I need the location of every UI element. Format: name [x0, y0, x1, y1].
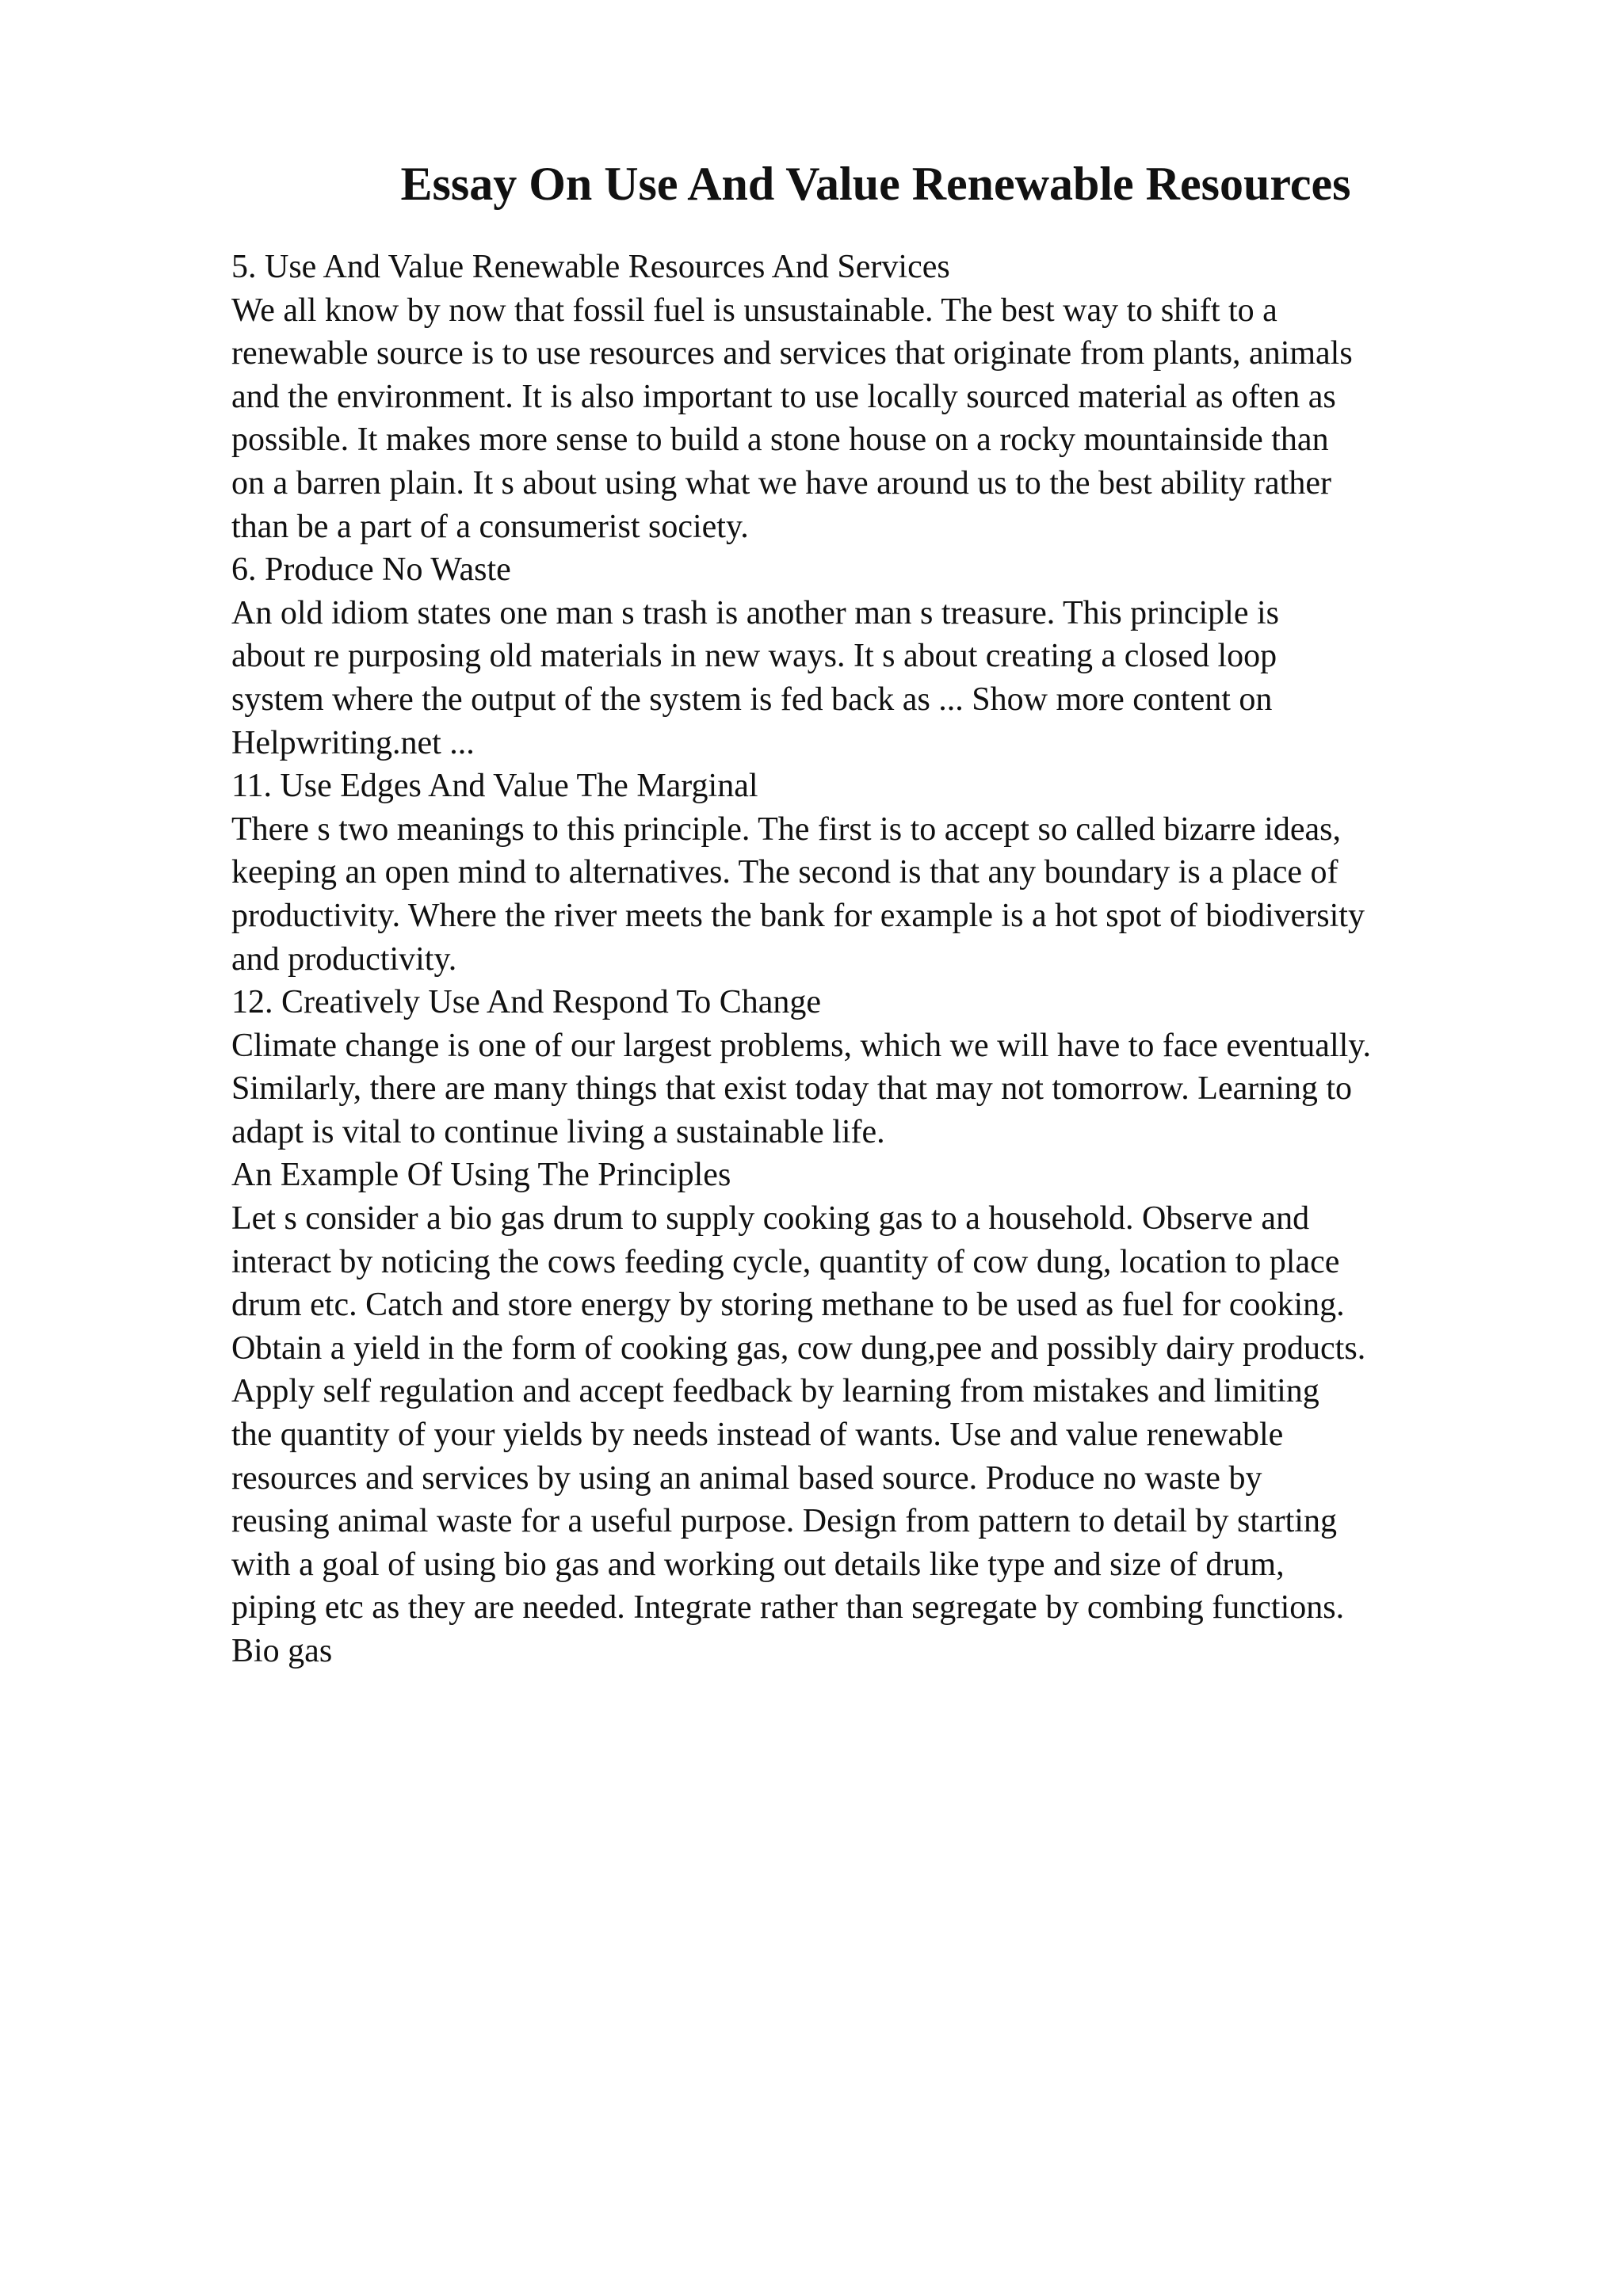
text-line: piping etc as they are needed. Integrate rather than segregate by combing functions.: [231, 1589, 1345, 1627]
text-line: the quantity of your yields by needs instead of wants. Use and value renewable: [231, 1417, 1284, 1454]
text-line: 5. Use And Value Renewable Resources And Services: [231, 249, 950, 285]
text-line: on a barren plain. It s about using what we have around us to the best ability rather: [231, 464, 1331, 502]
text-line: drum etc. Catch and store energy by storing methane to be used as fuel for cooking.: [231, 1287, 1345, 1324]
text-line: An old idiom states one man s trash is another man s treasure. This principle is: [231, 594, 1279, 631]
text-line: 6. Produce No Waste: [231, 551, 511, 589]
text-line: Similarly, there are many things that exist today that may not tomorrow. Learning to: [231, 1070, 1353, 1108]
text-line: 12. Creatively Use And Respond To Change: [231, 984, 822, 1021]
text-line: Climate change is one of our largest problems, which we will have to face eventually.: [231, 1027, 1372, 1064]
text-line: system where the output of the system is fed back as ... Show more content on: [231, 681, 1273, 718]
text-line: renewable source is to use resources and services that originate from plants, animals: [231, 335, 1353, 372]
text-line: Helpwriting.net ...: [231, 724, 475, 761]
text-line: keeping an open mind to alternatives. The second is that any boundary is a place of: [231, 854, 1338, 891]
text-line: reusing animal waste for a useful purpose. Design from pattern to detail by starting: [231, 1503, 1337, 1540]
text-line: and productivity.: [231, 940, 457, 978]
text-line: resources and services by using an animal based source. Produce no waste by: [231, 1459, 1262, 1497]
text-line: Obtain a yield in the form of cooking gas, cow dung,pee and possibly dairy products.: [231, 1329, 1366, 1367]
text-line: Apply self regulation and accept feedback by learning from mistakes and limiting: [231, 1373, 1319, 1410]
text-line: possible. It makes more sense to build a stone house on a rocky mountainside than: [231, 421, 1329, 459]
document-body: [231, 246, 1594, 1673]
text-line: productivity. Where the river meets the bank for example is a hot spot of biodiversity: [231, 897, 1365, 934]
text-line: with a goal of using bio gas and working out details like type and size of drum,: [231, 1546, 1285, 1583]
text-line: Bio gas: [231, 1633, 333, 1669]
text-line: Let s consider a bio gas drum to supply cooking gas to a household. Observe and: [231, 1200, 1310, 1238]
text-line: interact by noticing the cows feeding cycle, quantity of cow dung, location to place: [231, 1243, 1340, 1280]
text-line: about re purposing old materials in new ways. It s about creating a closed loop: [231, 638, 1277, 675]
text-line: than be a part of a consumerist society.: [231, 508, 749, 545]
text-line: We all know by now that fossil fuel is unsustainable. The best way to shift to a: [231, 292, 1277, 329]
text-line: adapt is vital to continue living a sustainable life.: [231, 1113, 885, 1150]
text-line: 11. Use Edges And Value The Marginal: [231, 768, 758, 805]
text-line: There s two meanings to this principle. The first is to accept so called bizarre ideas,: [231, 810, 1341, 848]
text-line: An Example Of Using The Principles: [231, 1157, 731, 1194]
text-line: and the environment. It is also important to use locally sourced material as often as: [231, 378, 1336, 415]
document-title: Essay On Use And Value Renewable Resources: [400, 158, 1351, 210]
